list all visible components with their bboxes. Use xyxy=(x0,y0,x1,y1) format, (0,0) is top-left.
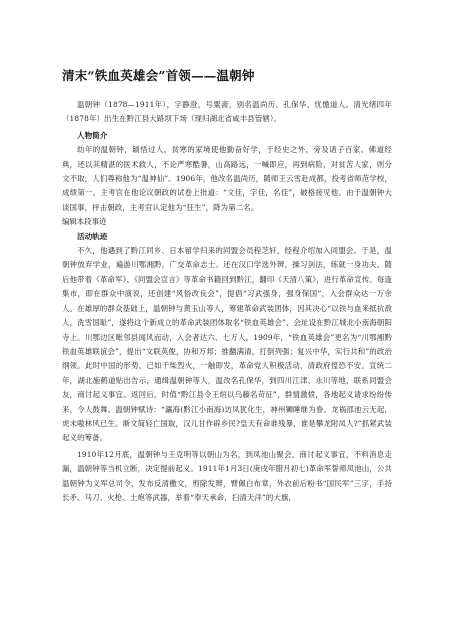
intro-paragraph: 温朝钟（1878—1911年），字静澄，号粟斋，别名温尚历、孔保华、忧憺道人。清光绪四年（1878年）出生在黔江县大路坝下场（现归湖北省咸丰县管辖）。 xyxy=(62,100,392,124)
section-heading-profile: 人物简介 xyxy=(77,130,108,140)
document-body xyxy=(62,98,392,505)
uprising-paragraph: 1910年12月底，温朝钟与王克明等以朝山为名，到凤池山聚会，商讨起义事宜，不料消息走漏，温朝钟等当机立断，决定提前起义。1911年1月3日(庚戌年腊月初七)革命军誓师凤池山，公共温朝钟为义军总司令，发布反清檄文，剪除发辫，臂佩白布章，外衣前后粉书“国民军”三字，手持长矛、马刀、火枪、土炮等武器，举着“奉天承命，扫清天洋”的大旗， xyxy=(62,449,392,502)
profile-paragraph: 幼年的温朝钟，颖悟过人，贫寒的家境使他勤奋好学，于经史之外，旁及诸子百家、佛道经典，还以其精湛的医术救人，不论严寒酷暑，山高路远，一喊即应，再到病险，对贫苦人家，则分文不取，人们尊称他为“温神仙”。1906年，他改名温尚历，随师王云雪赴成都，投考省师范学校，成绩第一。主考官在他论议朝政的试卷上批道：“文佳，字佳，名佳”，破格接见他。由于温朝钟大谈国事，抨击朝政，主考官认定他为“狂生”，降为第二名。 xyxy=(62,145,392,212)
document-title: 清末“铁血英雄会”首领——温朝钟 xyxy=(62,68,255,83)
edit-section-link[interactable]: 编辑本段事迹 xyxy=(62,217,107,227)
activities-paragraph: 不久，他遇到了黔江同乡、日本留学归来的同盟会员程芝轩，经程介绍加入同盟会。于是，温朝钟放弃学业，遍游川鄂湘黔，广交革命志士。还在汉口学选外辨，操习剑法，练就一身功夫。随后他带着《革命军》、《同盟会宣言》等革命书籍回到黔江，翻印《天清八策》，进行革命宣传。每逢集市，即在群众中演说，还创建“风俗改良会”，提倡“习武强身，强身保国”，入会群众达一万余人。在雄厚的群众基础上，温朝钟与黄玉山等人，筹建革命武装团体，因其决心“以铁与血来抵抗敌人，洗雪国耻”，遂将这个新成立的革命武装团体取名“铁血英雄会”，会址设在黔江城北小南海朝阳寺上。川鄂边区毗邻县闻风而动，入会者达六、七万人。1909年，“铁血英雄会”更名为“川鄂湘黔铁血英雄联谊会”，提出“文联英俊，协和万邦；推翻满清，打倒列强；复兴中华，实行共和”的政治纲领。此时中国的形势，已如干柴烈火，一触即发，革命党人积极活动，清政府惶恐不安。宣统二年，湖北施鹤道贴出告示，通缉温朝钟等人，温改名孔保华，到四川江津、永川等地，联系同盟会友，商讨起义事宜。返回后，时值“黔江县令王烜以乌藤名苛征”，群情激愤，各地起义请求纷纷传来，令人鼓舞。温朝钟赋诗：“瀛海(黔江小南海)访凤犹化生，神州狮睡继为眷。龙祸邵池云无起，虎未嗷林风已生。渐文简轻亡国取，汉儿甘作辟乡民?皇天有命谁残暴，谁是攀龙附凤人?”抓紧武装起义的筹备。 xyxy=(62,246,392,443)
section-heading-activities: 活动轨迹 xyxy=(77,231,108,241)
